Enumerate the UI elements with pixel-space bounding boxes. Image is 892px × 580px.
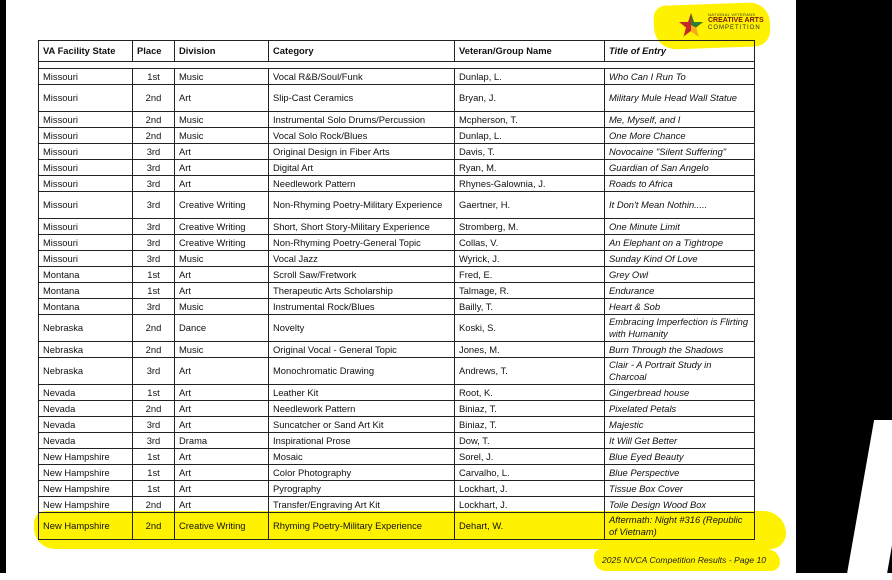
cell-division: Art	[175, 144, 269, 160]
cell-name: Carvalho, L.	[455, 465, 605, 481]
cell-state: Montana	[39, 267, 133, 283]
cell-division: Creative Writing	[175, 513, 269, 540]
cell-place: 2nd	[133, 497, 175, 513]
cell-division: Art	[175, 85, 269, 112]
header-category: Category	[269, 41, 455, 62]
cell-state: Missouri	[39, 160, 133, 176]
cell-category: Inspirational Prose	[269, 433, 455, 449]
table-row	[39, 497, 755, 513]
cell-state: Nebraska	[39, 358, 133, 385]
cell-name: Jones, M.	[455, 342, 605, 358]
cell-state: New Hampshire	[39, 497, 133, 513]
cell-name: Biniaz, T.	[455, 401, 605, 417]
table-row	[39, 417, 755, 433]
cell-state: Missouri	[39, 192, 133, 219]
cell-state: Missouri	[39, 112, 133, 128]
cell-category: Rhyming Poetry-Military Experience	[269, 513, 455, 540]
cell-title: Majestic	[605, 417, 755, 433]
table-row	[39, 144, 755, 160]
header-name: Veteran/Group Name	[455, 41, 605, 62]
table-row	[39, 385, 755, 401]
cell-title: Novocaine "Silent Suffering"	[605, 144, 755, 160]
cell-division: Art	[175, 417, 269, 433]
table-row	[39, 235, 755, 251]
table-row	[39, 251, 755, 267]
cell-state: Missouri	[39, 251, 133, 267]
cell-name: Wyrick, J.	[455, 251, 605, 267]
cell-category: Original Vocal - General Topic	[269, 342, 455, 358]
cell-division: Art	[175, 160, 269, 176]
header-title: Title of Entry	[605, 41, 755, 62]
cell-name: Root, K.	[455, 385, 605, 401]
cell-division: Drama	[175, 433, 269, 449]
cell-title: Aftermath: Night #316 (Republic of Vietnam)	[605, 513, 755, 540]
table-row	[39, 160, 755, 176]
cell-division: Music	[175, 69, 269, 85]
table-row	[39, 465, 755, 481]
header-place: Place	[133, 41, 175, 62]
cell-place: 1st	[133, 283, 175, 299]
cell-title: It Will Get Better	[605, 433, 755, 449]
cell-division: Music	[175, 342, 269, 358]
cell-place: 3rd	[133, 358, 175, 385]
header-division: Division	[175, 41, 269, 62]
cell-place: 2nd	[133, 112, 175, 128]
cell-title: Embracing Imperfection is Flirting with Humanity	[605, 315, 755, 342]
cell-state: Missouri	[39, 219, 133, 235]
cell-state: Nebraska	[39, 315, 133, 342]
cell-category: Leather Kit	[269, 385, 455, 401]
cell-state: Missouri	[39, 235, 133, 251]
cell-category: Transfer/Engraving Art Kit	[269, 497, 455, 513]
cell-place: 3rd	[133, 417, 175, 433]
cell-division: Art	[175, 358, 269, 385]
cell-name: Stromberg, M.	[455, 219, 605, 235]
cell-title: Military Mule Head Wall Statue	[605, 85, 755, 112]
cell-state: Nebraska	[39, 342, 133, 358]
nvca-logo	[678, 10, 768, 42]
cell-place: 3rd	[133, 235, 175, 251]
cell-name: Biniaz, T.	[455, 417, 605, 433]
cell-place: 1st	[133, 481, 175, 497]
cell-place: 2nd	[133, 401, 175, 417]
cell-state: Missouri	[39, 176, 133, 192]
cell-category: Therapeutic Arts Scholarship	[269, 283, 455, 299]
cell-category: Slip-Cast Ceramics	[269, 85, 455, 112]
cell-division: Art	[175, 401, 269, 417]
highlighted-table-row	[39, 513, 755, 540]
cell-name: Lockhart, J.	[455, 497, 605, 513]
cell-division: Music	[175, 251, 269, 267]
cell-category: Needlework Pattern	[269, 176, 455, 192]
table-row	[39, 176, 755, 192]
cell-title: Burn Through the Shadows	[605, 342, 755, 358]
table-row	[39, 267, 755, 283]
cell-name: Dunlap, L.	[455, 128, 605, 144]
cell-state: Missouri	[39, 85, 133, 112]
cell-division: Creative Writing	[175, 235, 269, 251]
cell-title: Pixelated Petals	[605, 401, 755, 417]
cell-name: Gaertner, H.	[455, 192, 605, 219]
cell-name: Koski, S.	[455, 315, 605, 342]
cell-name: Rhynes-Galownia, J.	[455, 176, 605, 192]
table-row	[39, 481, 755, 497]
table-row	[39, 433, 755, 449]
cell-place: 2nd	[133, 315, 175, 342]
cell-title: Sunday Kind Of Love	[605, 251, 755, 267]
document-page	[6, 0, 796, 573]
cell-category: Short, Short Story-Military Experience	[269, 219, 455, 235]
cell-place: 1st	[133, 69, 175, 85]
cell-division: Creative Writing	[175, 192, 269, 219]
table-row	[39, 128, 755, 144]
cell-title: Heart & Sob	[605, 299, 755, 315]
logo-line-2: CREATIVE ARTS	[708, 17, 764, 24]
cell-category: Vocal Jazz	[269, 251, 455, 267]
cell-state: Missouri	[39, 128, 133, 144]
cell-division: Art	[175, 267, 269, 283]
cell-category: Digital Art	[269, 160, 455, 176]
cell-division: Art	[175, 385, 269, 401]
cell-division: Music	[175, 112, 269, 128]
header-state: VA Facility State	[39, 41, 133, 62]
table-row	[39, 299, 755, 315]
cell-division: Art	[175, 176, 269, 192]
cell-state: New Hampshire	[39, 465, 133, 481]
table-row	[39, 192, 755, 219]
table-row	[39, 315, 755, 342]
table-row	[39, 112, 755, 128]
cell-place: 3rd	[133, 251, 175, 267]
cell-title: Toile Design Wood Box	[605, 497, 755, 513]
table-row	[39, 283, 755, 299]
cell-category: Needlework Pattern	[269, 401, 455, 417]
cell-title: It Don't Mean Nothin.....	[605, 192, 755, 219]
table-header-row	[39, 41, 755, 62]
cell-place: 2nd	[133, 342, 175, 358]
cell-place: 3rd	[133, 299, 175, 315]
table-row	[39, 219, 755, 235]
cell-name: Bryan, J.	[455, 85, 605, 112]
cell-state: Nevada	[39, 433, 133, 449]
cell-title: Gingerbread house	[605, 385, 755, 401]
cell-name: Bailly, T.	[455, 299, 605, 315]
cell-name: Fred, E.	[455, 267, 605, 283]
cell-title: One Minute Limit	[605, 219, 755, 235]
cell-state: Missouri	[39, 144, 133, 160]
cell-title: Endurance	[605, 283, 755, 299]
cell-category: Suncatcher or Sand Art Kit	[269, 417, 455, 433]
cell-place: 1st	[133, 267, 175, 283]
cell-category: Instrumental Rock/Blues	[269, 299, 455, 315]
cell-state: New Hampshire	[39, 449, 133, 465]
cell-title: Grey Owl	[605, 267, 755, 283]
cell-name: Talmage, R.	[455, 283, 605, 299]
cell-name: Lockhart, J.	[455, 481, 605, 497]
cell-division: Art	[175, 283, 269, 299]
cell-place: 3rd	[133, 176, 175, 192]
cell-division: Art	[175, 497, 269, 513]
cell-division: Dance	[175, 315, 269, 342]
cell-title: One More Chance	[605, 128, 755, 144]
cell-title: Tissue Box Cover	[605, 481, 755, 497]
cell-state: Montana	[39, 299, 133, 315]
table-row	[39, 358, 755, 385]
cell-category: Non-Rhyming Poetry-General Topic	[269, 235, 455, 251]
cell-category: Novelty	[269, 315, 455, 342]
cell-category: Vocal Solo Rock/Blues	[269, 128, 455, 144]
cell-title: Blue Perspective	[605, 465, 755, 481]
cell-state: New Hampshire	[39, 513, 133, 540]
cell-division: Art	[175, 465, 269, 481]
cell-name: Andrews, T.	[455, 358, 605, 385]
results-table	[38, 40, 755, 540]
table-row	[39, 449, 755, 465]
cell-title: Clair - A Portrait Study in Charcoal	[605, 358, 755, 385]
table-spacer	[39, 62, 755, 69]
logo-line-1: NATIONAL VETERANS	[708, 12, 756, 17]
cell-state: New Hampshire	[39, 481, 133, 497]
cell-name: Collas, V.	[455, 235, 605, 251]
cell-name: Ryan, M.	[455, 160, 605, 176]
cell-place: 2nd	[133, 85, 175, 112]
logo-line-3: COMPETITION	[708, 25, 761, 31]
table-row	[39, 342, 755, 358]
cell-category: Monochromatic Drawing	[269, 358, 455, 385]
cell-title: Who Can I Run To	[605, 69, 755, 85]
cell-title: Blue Eyed Beauty	[605, 449, 755, 465]
table-row	[39, 69, 755, 85]
cell-division: Creative Writing	[175, 219, 269, 235]
cell-name: Davis, T.	[455, 144, 605, 160]
cell-division: Art	[175, 481, 269, 497]
cell-category: Original Design in Fiber Arts	[269, 144, 455, 160]
cell-category: Non-Rhyming Poetry-Military Experience	[269, 192, 455, 219]
cell-name: Sorel, J.	[455, 449, 605, 465]
cell-category: Pyrography	[269, 481, 455, 497]
cell-category: Vocal R&B/Soul/Funk	[269, 69, 455, 85]
cell-name: Dunlap, L.	[455, 69, 605, 85]
cell-place: 3rd	[133, 160, 175, 176]
table-row	[39, 401, 755, 417]
cell-place: 3rd	[133, 192, 175, 219]
cell-place: 1st	[133, 449, 175, 465]
cell-place: 3rd	[133, 144, 175, 160]
cell-place: 2nd	[133, 513, 175, 540]
cell-place: 1st	[133, 465, 175, 481]
cell-state: Nevada	[39, 385, 133, 401]
cell-category: Scroll Saw/Fretwork	[269, 267, 455, 283]
cell-place: 1st	[133, 385, 175, 401]
cell-place: 3rd	[133, 433, 175, 449]
cell-place: 3rd	[133, 219, 175, 235]
cell-title: Me, Myself, and I	[605, 112, 755, 128]
cell-name: Dow, T.	[455, 433, 605, 449]
cell-title: An Elephant on a Tightrope	[605, 235, 755, 251]
cell-category: Mosaic	[269, 449, 455, 465]
star-icon	[678, 12, 704, 38]
cell-division: Music	[175, 299, 269, 315]
cell-state: Nevada	[39, 401, 133, 417]
cell-division: Art	[175, 449, 269, 465]
cell-state: Nevada	[39, 417, 133, 433]
cell-division: Music	[175, 128, 269, 144]
table-row	[39, 85, 755, 112]
cell-title: Guardian of San Angelo	[605, 160, 755, 176]
page-footer: 2025 NVCA Competition Results - Page 10	[602, 555, 767, 565]
cell-category: Color Photography	[269, 465, 455, 481]
cell-category: Instrumental Solo Drums/Percussion	[269, 112, 455, 128]
cell-state: Missouri	[39, 69, 133, 85]
cell-state: Montana	[39, 283, 133, 299]
cell-title: Roads to Africa	[605, 176, 755, 192]
cell-name: Mcpherson, T.	[455, 112, 605, 128]
cell-name: Dehart, W.	[455, 513, 605, 540]
cell-place: 2nd	[133, 128, 175, 144]
